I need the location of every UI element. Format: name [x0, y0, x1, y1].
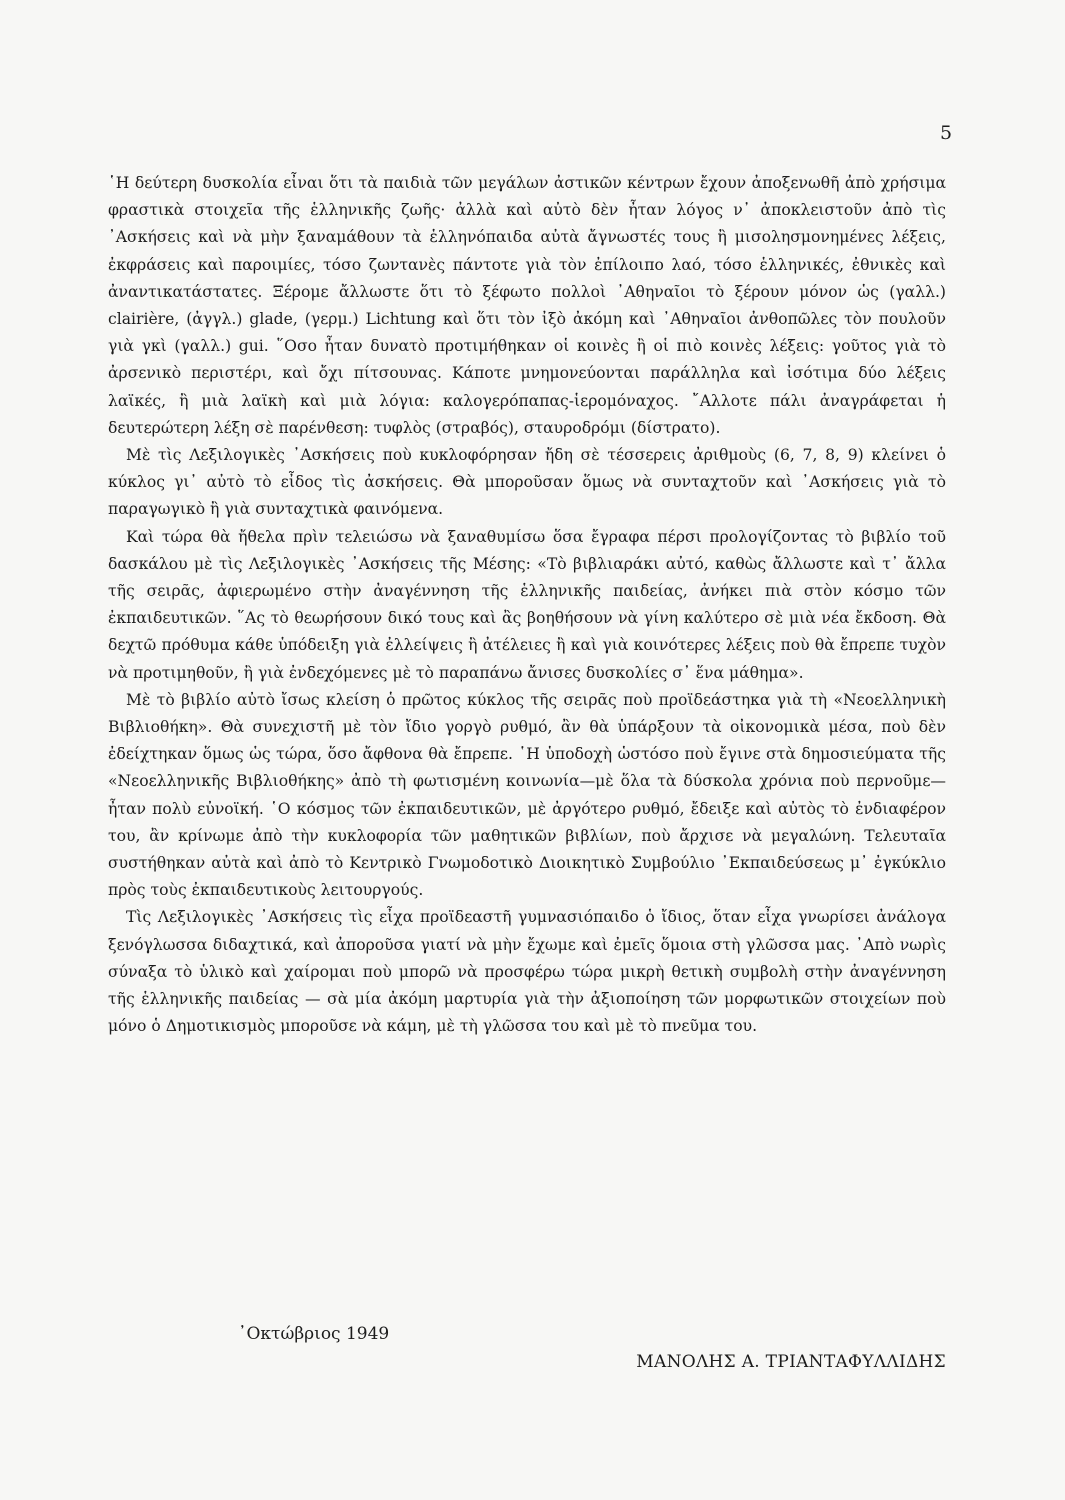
- page-number: 5: [940, 122, 953, 144]
- body-text: [108, 170, 946, 1041]
- paragraph-3: Καὶ τώρα θὰ ἤθελα πρὶν τελειώσω νὰ ξαναθυμίσω ὅσα ἔγραφα πέρσι προλογίζοντας τὸ βιβλίο τοῦ δασκάλου μὲ τὶς Λεξιλογικὲς ᾽Ασκήσεις τῆς Μέσης: «Τὸ βιβλιαράκι αὐτό, καθὼς ἄλλωστε καὶ τ᾽ ἄλλα τῆς σειρᾶς, ἀφιερωμένο στὴν ἀναγέννηση τῆς ἑλληνικῆς παιδείας, ἀνήκει πιὰ στὸν κόσμο τῶν ἐκπαιδευτικῶν. ῞Ας τὸ θεωρήσουν δικό τους καὶ ἂς βοηθήσουν νὰ γίνη καλύτερο σὲ μιὰ νέα ἔκδοση. Θὰ δεχτῶ πρόθυμα κάθε ὑπόδειξη γιὰ ἐλλείψεις ἢ ἀτέλειες ἢ καὶ γιὰ κοινότερες λέξεις ποὺ θὰ ἔπρεπε τυχὸν νὰ προτιμηθοῦν, ἢ γιὰ ἐνδεχόμενες μὲ τὸ παραπάνω ἄνισες δυσκολίες σ᾽ ἕνα μάθημα».: [108, 527, 946, 682]
- signature-block: [108, 1320, 946, 1380]
- paragraph-4: Μὲ τὸ βιβλίο αὐτὸ ἴσως κλείση ὁ πρῶτος κύκλος τῆς σειρᾶς ποὺ προϊδεάστηκα γιὰ τὴ «Νεοελληνικὴ Βιβλιοθήκη». Θὰ συνεχιστῆ μὲ τὸν ἴδιο γοργὸ ρυθμό, ἂν θὰ ὑπάρξουν τὰ οἰκονομικὰ μέσα, ποὺ δὲν ἐδείχτηκαν ὅμως ὡς τώρα, ὅσο ἄφθονα θὰ ἔπρεπε. ῾Η ὑποδοχὴ ὡστόσο ποὺ ἔγινε στὰ δημοσιεύματα τῆς «Νεοελληνικῆς Βιβλιοθήκης» ἀπὸ τὴ φωτισμένη κοινωνία—μὲ ὅλα τὰ δύσκολα χρόνια ποὺ περνοῦμε—ἦταν πολὺ εὐνοϊκή. ῾Ο κόσμος τῶν ἐκπαιδευτικῶν, μὲ ἀργότερο ρυθμό, ἔδειξε καὶ αὐτὸς τὸ ἐνδιαφέρον του, ἂν κρίνωμε ἀπὸ τὴν κυκλοφορία τῶν μαθητικῶν βιβλίων, ποὺ ἄρχισε νὰ μεγαλώνη. Τελευταῖα συστήθηκαν αὐτὰ καὶ ἀπὸ τὸ Κεντρικὸ Γνωμοδοτικὸ Διοικητικὸ Συμβούλιο ᾽Εκπαιδεύσεως μ᾽ ἐγκύκλιο πρὸς τοὺς ἐκπαιδευτικοὺς λειτουργούς.: [108, 690, 946, 900]
- paragraph-2: Μὲ τὶς Λεξιλογικὲς ᾽Ασκήσεις ποὺ κυκλοφόρησαν ἤδη σὲ τέσσερεις ἀριθμοὺς (6, 7, 8, 9) κλείνει ὁ κύκλος γι᾽ αὐτὸ τὸ εἶδος τὶς ἀσκήσεις. Θὰ μποροῦσαν ὅμως νὰ συνταχτοῦν καὶ ᾽Ασκήσεις γιὰ τὸ παραγωγικὸ ἢ γιὰ συνταχτικὰ φαινόμενα.: [108, 446, 946, 519]
- signature-date: ᾽Οκτώβριος 1949: [238, 1324, 390, 1344]
- paragraph-1: ῾Η δεύτερη δυσκολία εἶναι ὅτι τὰ παιδιὰ τῶν μεγάλων ἀστικῶν κέντρων ἔχουν ἀποξενωθῆ ἀπὸ χρήσιμα φραστικὰ στοιχεῖα τῆς ἑλληνικῆς ζωῆς· ἀλλὰ καὶ αὐτὸ δὲν ἦταν λόγος ν᾽ ἀποκλειστοῦν ἀπὸ τὶς ᾽Ασκήσεις καὶ νὰ μὴν ξαναμάθουν τὰ ἑλληνόπαιδα αὐτὰ ἄγνωστές τους ἢ μισολησμονημένες λέξεις, ἐκφράσεις καὶ παροιμίες, τόσο ζωντανὲς πάντοτε γιὰ τὸν ἐπίλοιπο λαό, τόσο ἑλληνικές, ἐθνικὲς καὶ ἀναντικατάστατες. Ξέρομε ἄλλωστε ὅτι τὸ ξέφωτο πολλοὶ ᾽Αθηναῖοι τὸ ξέρουν μόνον ὡς (γαλλ.) clairière, (ἀγγλ.) glade, (γερμ.) Lichtung καὶ ὅτι τὸν ἰξὸ ἀκόμη καὶ ᾽Αθηναῖοι ἀνθοπῶλες τὸν πουλοῦν γιὰ γκὶ (γαλλ.) gui. ῞Οσο ἦταν δυνατὸ προτιμήθηκαν οἱ κοινὲς ἢ οἱ πιὸ κοινὲς λέξεις: γοῦτος γιὰ τὸ ἀρσενικὸ περιστέρι, καὶ ὄχι πίτσουνας. Κάποτε μνημονεύονται παράλληλα καὶ ἰσότιμα δύο λέξεις λαϊκές, ἢ μιὰ λαϊκὴ καὶ μιὰ λόγια: καλογερόπαπας-ἱερομόναχος. ῎Αλλοτε πάλι ἀναγράφεται ἡ δευτερώτερη λέξη σὲ παρένθεση: τυφλὸς (στραβός), σταυροδρόμι (δίστρατο).: [108, 174, 946, 437]
- paragraph-5: Τὶς Λεξιλογικὲς ᾽Ασκήσεις τὶς εἶχα προϊδεαστῆ γυμνασιόπαιδο ὁ ἴδιος, ὅταν εἶχα γνωρίσει ἀνάλογα ξενόγλωσσα διδαχτικά, καὶ ἀποροῦσα γιατί νὰ μὴν ἔχωμε καὶ ἐμεῖς ὅμοια στὴ γλῶσσα μας. ᾽Απὸ νωρὶς σύναξα τὸ ὑλικὸ καὶ χαίρομαι ποὺ μπορῶ νὰ προσφέρω τώρα μικρὴ θετικὴ συμβολὴ στὴν ἀναγέννηση τῆς ἑλληνικῆς παιδείας — σὰ μία ἀκόμη μαρτυρία γιὰ τὴν ἀξιοποίηση τῶν μορφωτικῶν στοιχείων ποὺ μόνο ὁ Δημοτικισμὸς μποροῦσε νὰ κάμη, μὲ τὴ γλῶσσα του καὶ μὲ τὸ πνεῦμα του.: [108, 908, 946, 1036]
- signature-author: ΜΑΝΟΛΗΣ Α. ΤΡΙΑΝΤΑΦΥΛΛΙΔΗΣ: [636, 1352, 946, 1372]
